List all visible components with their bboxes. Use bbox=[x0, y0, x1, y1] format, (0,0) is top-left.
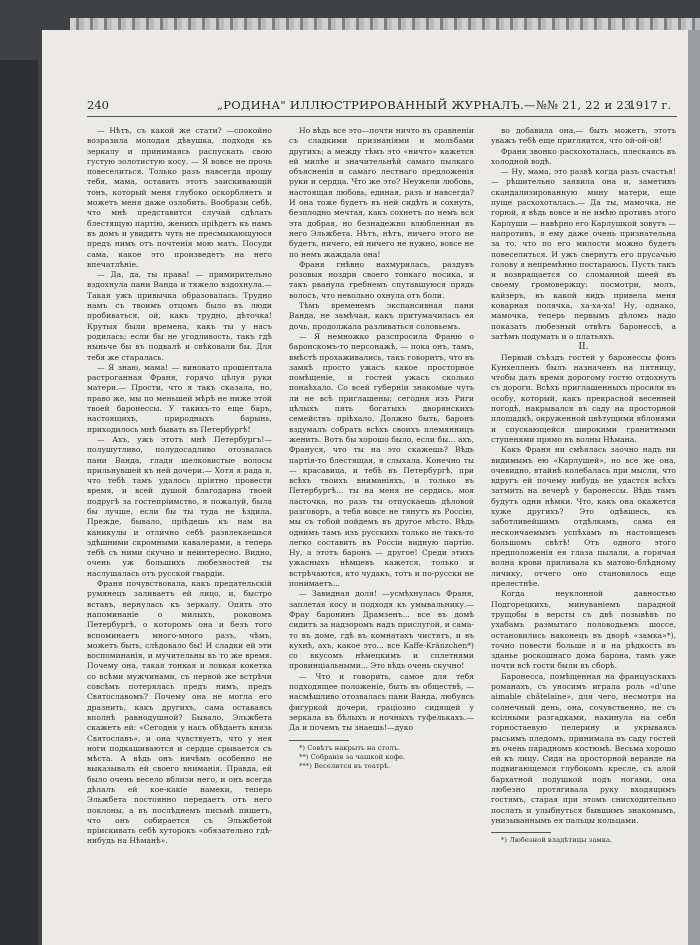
footnote: **) Собранія за чашкой кофе. bbox=[299, 752, 406, 761]
text-column-3 bbox=[491, 126, 676, 845]
footnote: *) Совѣтъ накрыть на столъ. bbox=[299, 743, 401, 752]
paragraph: — Ну, мама, это развѣ когда разъ счастья! — рѣшительно заявила она и, заметивъ скандализированную мину матери, еще пуще расхохоталась.— Да ты, мамочка, не горюй, я вѣдь вовсе и не имѣю противъ этого Карлуши — навѣрно его Карлушкой зовутъ — напротивъ, я ему даже очень признательна за то, что по его милости можно будетъ повеселиться. И ужъ свернутъ его прусачью голову я непремѣнно постараюсь. Пусть такъ и возвращается со сломанной шеей въ своему громовержцу: посмотри, молъ, кайзеръ, въ какой видъ привела меня коварная полячка, ха-ха-ха! Ну, однако, мамочка, теперь первымъ дѣломъ надо показать любезный отвѣтъ баронессѣ, а затѣмъ подумать и о платьяхъ. bbox=[491, 167, 676, 341]
paragraph: Франя почувствовала, какъ предательскій румянецъ заливаетъ ей лицо, и, быстро вставъ, вернулась къ зеркалу. Опять это напоминаніе о милыхъ, роковомъ Петербургѣ, о которомъ она и безъ того вспоминаетъ много-много разъ, чѣмъ, можетъ быть, слѣдовало бы! И сладки ей эти воспоминанія, и мучительны въ то же время. Почему она, такая тонкая и ловкая кокетка со всѣми мужчинами, съ первой же встрѣчи совсѣмъ потерялась предъ нимъ, предъ Святославомъ? Почему она не могла его дразнить, какъ другихъ, сама оставаясь вполнѣ равнодушной? Бывало, Эльжбета скажетъ ей: «Сегодня у насъ обѣдаетъ князь Святославъ», и она чувствуетъ, что у нея ноги подкашиваются и сердце срывается съ мѣста. А вѣдь онъ ничѣмъ особенно не выказывалъ ей своего вниманія. Правда, ей было очень весело вблизи него, и онъ всегда дѣлалъ ей кое-какіе намеки, теперь Эльжбета постоянно передаетъ отъ него поклоны, а въ послѣднемъ письмѣ пишетъ, что онъ собирается съ Эльжбетой пріискивать себѣ хуторокъ «обязательно гдѣ-нибудь на Нѣманѣ». bbox=[87, 579, 272, 846]
text-column-1 bbox=[87, 126, 272, 847]
paragraph: Баронесса, помѣщенная на французскихъ романахъ, съ уносимъ играла роль «d'une aimable châtelaine», для чего, несмотря на солнечный день, она, сочувственно, не съ ксілными разгадками, накинула на себя горностаевую пелерину и укрываясь рысьимъ пледомъ, принимала въ саду гостей въ очень парадномъ костюмѣ. Весьма хорошо ей къ лицу. Сидя на просторной веранде на подвигающемся глубокомъ кресле, съ алой бархатной подушкой подъ ногами, она любезно протягивала руку входящимъ гостямъ, старая при этомъ снисходительно послать и улыбнуться бывшимъ знакомымъ, унизываннымъ ея пальцы кольцами. bbox=[491, 671, 676, 825]
page-number: 240 bbox=[87, 98, 109, 112]
paragraph: — Да, да, ты права! — примирительно вздохнула пани Ванда и тяжело вздохнула.—Такая ужъ привычка образовалась. Трудно намъ съ твоимъ отцомъ было въ люди пробиваться, ой, какъ трудно, дѣточка! Крутыя были времена, какъ ты у насъ родилась; если бы не угодливость, такъ гдѣ ныньче бы въ подвалѣ и свѣковали бы. Для тебя же старалась. bbox=[87, 270, 272, 362]
paragraph: Но вѣдь все это—почти ничто въ сравненіи съ сладкими признаніями и мольбами другихъ; а между тѣмъ это «ничто» кажется ей милѣе и значительнѣй самаго пылкаго объясненія и самаго лестнаго предложенія руки и сердца. Что же это? Неужели любовь, настоящая любовь, единая, разъ и навсегда? И она тоже будетъ въ ней сидѣть и сохнуть, безплодно мечтая, какъ сохнетъ по немъ вся эта добрая, но безнадежно влюбленная въ него Эльжбета. Нѣтъ, нѣтъ, ничего этого не будетъ, ничего, ей ничего не нужно, вовсе не по немъ жаждала она! bbox=[289, 126, 474, 259]
binding-edge-left bbox=[0, 60, 38, 945]
running-header bbox=[87, 98, 677, 116]
footnote-rule bbox=[289, 740, 349, 741]
footnote: *) Любезной владѣтицы замка. bbox=[501, 836, 613, 845]
paragraph: Первый съѣздъ гостей у баронессы фонъ Кунхелленъ былъ назначенъ на пятницу, чтобы дать время дорогому гостю отдохнуть съ дороги. Всѣхъ приглашенныхъ просили въ особу, который, какъ прекрасной весенней погодѣ, накрывался въ саду на просторной площадкѣ, окруженной цвѣтущими яблонями и спускающейся широкими гранитными ступенями прямо въ волны Нѣмана. bbox=[491, 352, 676, 444]
header-rule bbox=[87, 116, 677, 117]
footnote: ***) Веселится въ театрѣ. bbox=[299, 761, 391, 770]
paragraph: — Я знаю, мама! — виновато прошептала растроганная Франя, горячо цѣлуя руки матери.— Прости, что я такъ сказала, но, право же, мы по меньшей мѣрѣ не ниже этой твоей баронессы. У такихъ-то еще баръ, настоящихъ, природныхъ барынь, приходилось мнѣ бывать въ Петербургѣ! bbox=[87, 362, 272, 434]
text-column-2 bbox=[289, 126, 474, 771]
paragraph: Франя звонко расхохоталась, плескаясь въ холодной водѣ. bbox=[491, 146, 676, 166]
paragraph: Какъ Франя ни смѣялась заочно надъ ни видимымъ ею «Карлушей», но все же она, очевидно, втайнѣ колебалась при мысли, что вдругъ ей почему нибудь не удастся всѣхъ затмить на вечерѣ у баронессы. Вѣдь тамъ будутъ одни нѣмки. Что, какъ она окажется хуже другихъ? Это одѣвшесь, къ заботливейшимъ отдѣлкамъ, сама ея нескончаемымъ успѣхамъ въ настоящемъ большомъ свѣтѣ! Отъ одного этого предположенія ея глаза пылали, а горячая волна крови приливала къ матово-блѣдному личику, отчего оно становилось еще прелестнѣе. bbox=[491, 445, 676, 589]
page-content bbox=[87, 58, 677, 938]
paragraph: во добавила она,— быть можетъ, этотъ уважъ тебѣ еще пригляится, что ой-ой-ой! bbox=[491, 126, 676, 146]
paragraph: — Завидная доля! —усмѣхнулась Франя, заплетая косу и подходя къ умывальнику.— Фрау баронинъ Драмзенъ... все въ домѣ сидитъ за надзоромъ надъ прислугой, и сама-то въ доме, гдѣ въ комнатахъ чистятъ, и въ кухнѣ, ахъ, какое это... все Kaffe-Kränzchen*) со вкусомъ нѣмецкимъ и сплетнями провинціальными... Это вѣдь очень скучно! bbox=[289, 589, 474, 671]
paragraph: — Что и говорить, самое для тебя подходящее положеніе, быть въ обществѣ, — насмѣшливо отозвалась пани Ванда, любуясь фигуркой дочери, граціозно сидящей у зеркала въ бѣлыхъ и ночныхъ туфелькахъ.—Да и почемъ ты знаешь!—дуко bbox=[289, 671, 474, 733]
section-number: II. bbox=[578, 342, 589, 353]
paragraph: — Нѣтъ, съ какой же стати? —спокойно возразила молодая дѣвушка, подходя къ зеркалу и принимаясь распускать свою густую золотистую косу. — Я вовсе не прочь повеселиться. Только разъ навсегда прошу тебя, мама, оставить этотъ заискивающій тонъ, который меня глубоко оскорбляетъ и можетъ меня даже озлобить. Вообрази себѣ, что мнѣ представится случай сдѣлать блестящую партію, женихъ пріѣдетъ къ намъ въ домъ и увидитъ чуть не пресмыкающуюся предъ нимъ отъ почтенія мою мать. Посуди сама, какое это произведетъ на него впечатлѣніе. bbox=[87, 126, 272, 269]
page-edge-right bbox=[688, 30, 700, 945]
journal-page bbox=[42, 30, 688, 945]
footnote-rule bbox=[491, 832, 551, 833]
paragraph: Когда неуклонной давностью Подгорецкихъ, минуваніемъ парадной трущобы в версты съ двѣ позывѣвъ по ухабамъ размытаго половодьемъ шоссе, остановились наконецъ въ дворѣ «замка»*), точно повести больше я и на рѣдкость въ зданье роскошнаго дома барона, тамъ уже почти всѣ гости были въ сборѣ. bbox=[491, 589, 676, 671]
paragraph: — Ахъ, ужъ этотъ мнѣ Петербургъ!— полушутливо, полудосадливо отозвалась пани Ванда, гладя шелковистые волосы прильнувшей къ ней дочери.— Хотя я рада я, что тебѣ тамъ удалось пріятно провести время, и всей душой благодарна твоей подругѣ за гостепріимство, я пожалуй, была бы лучше, если бы ты туда не ѣздила. Прежде, бывало, пріѣдешь къ нам на каникулы и отлично себѣ развлекаешься здѣшними скромными кавалерами, а теперь тебѣ съ ними скучно и неинтересно. Видно, очень уж большихъ любезностей ты наслушалась отъ русской гвардіи. bbox=[87, 434, 272, 578]
journal-title: „РОДИНА" ИЛЛЮСТРИРОВАННЫЙ ЖУРНАЛЪ.—№№ 21, 22 и 23. bbox=[217, 98, 636, 112]
paragraph: Франя гнѣвно нахмурилась, раздувъ розовыя ноздри своего тонкаго носика, и такъ рванула гребнемъ спутавшуюся прядь волосъ, что невольно охнула отъ боли. bbox=[289, 259, 474, 300]
paragraph: Тѣмъ временемъ экспансивная пани Ванда, не замѣчая, какъ притумачилась ея дочь, продолжала разливаться соловьемъ. bbox=[289, 301, 474, 331]
issue-year: 1917 г. bbox=[628, 98, 671, 112]
paragraph: — Я немножко разспросила Франю о баронскомъ-то персонажѣ, — пока онъ, тамъ, вмѣстѣ прохаживались, такъ говоритъ, что въ замкѣ просто ужасъ какое просторное помѣщеніе, и гостей ужасъ сколько понаѣхало. Со всей губерніи знакомые чуть ли не всѣ приглашены; сегодня изъ Риги цѣлыхъ пять богатыхъ дворянскихъ семействъ пріѣхало. Должно быть, баронъ вздумалъ собрать всѣхъ своихъ племянницъ женить. Вотъ бы хорошо было, если бы... ахъ, Франуся, что ты на это скажешь? Вѣдь партія-то блестящая, я слыхала. Конечно ты — красавица, и тебѣ въ Петербургѣ, при всѣхъ твоихъ вниманіяхъ, и только въ Петербургѣ... ты на меня не сердись, моя ласточка, но разъ ты отпускаешь дѣловой разговоръ, а тебя вовсе не тянутъ въ Россію, мы съ тобой пойдемъ въ другое мѣсто. Вѣдь однимъ тамъ изъ русскихъ только не такъ-то легко составить въ Россіи видную партію. Ну, а этотъ баронъ — другое! Среди этихъ ужасныхъ нѣмцевъ кажется, только и встрѣчаются, кто чудакъ, тотъ и по-русски не понимаетъ... bbox=[289, 331, 474, 589]
